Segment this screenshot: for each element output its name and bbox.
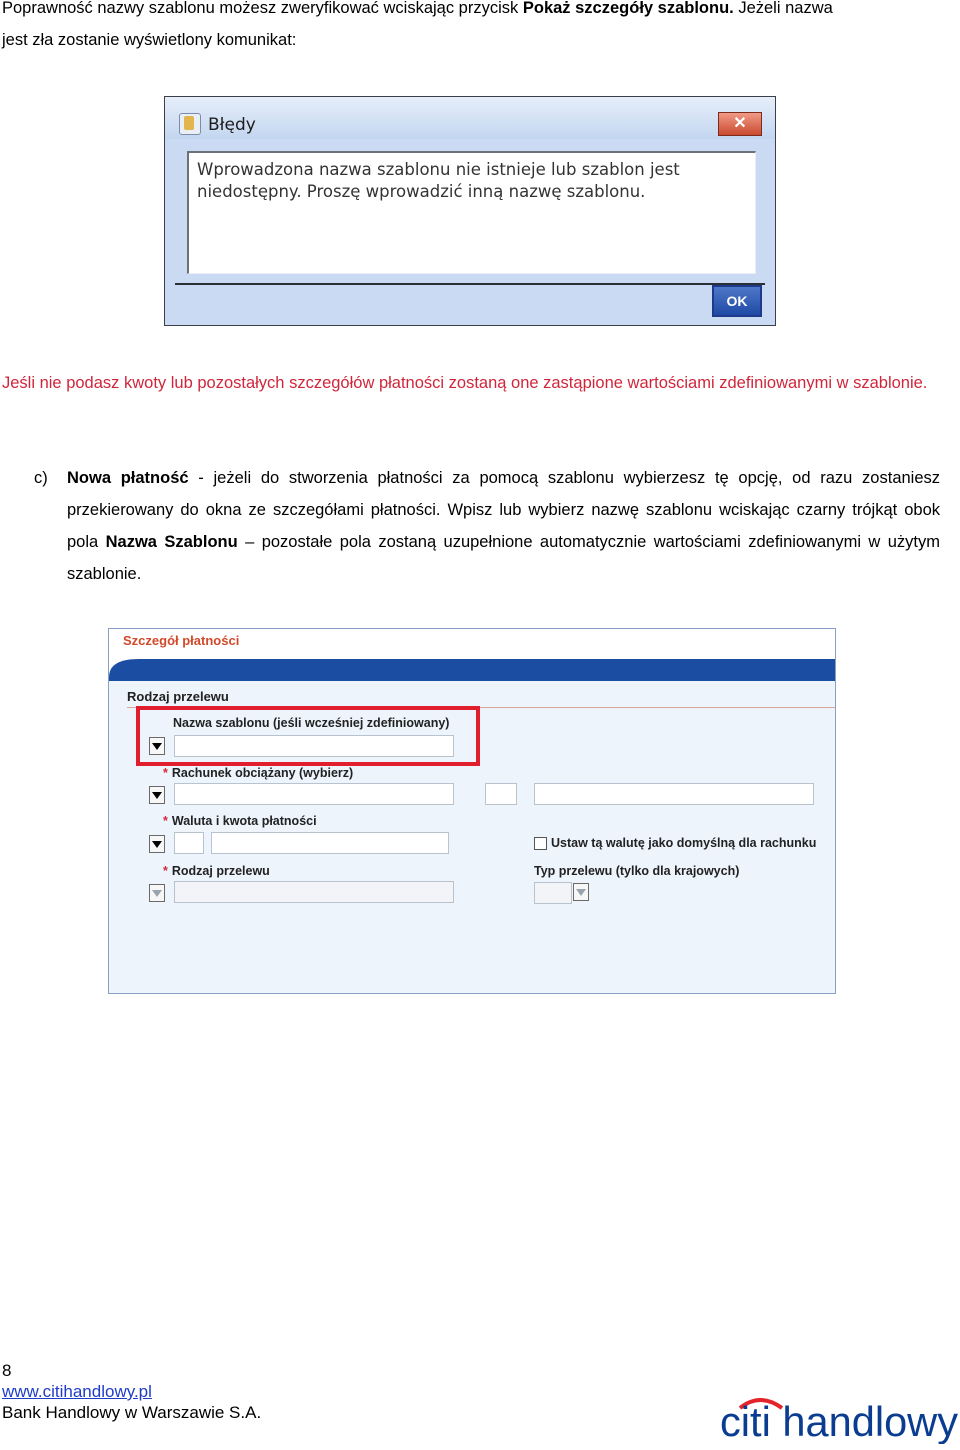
currency-label-text: Waluta i kwota płatności bbox=[171, 814, 317, 828]
ok-button[interactable]: OK bbox=[712, 285, 762, 317]
intro-text-end: Jeżeli nazwa bbox=[733, 0, 833, 17]
bank-name: Bank Handlowy w Warszawie S.A. bbox=[2, 1403, 262, 1422]
error-message: Wprowadzona nazwa szablonu nie istnieje lub szablon jest niedostępny. Proszę wprowadzić inną nazwę szablonu. bbox=[197, 160, 680, 201]
notice-text: Jeśli nie podasz kwoty lub pozostałych szczegółów płatności zostaną one zastąpione wartościami zdefiniowanymi w szablonie. bbox=[2, 374, 928, 392]
close-button[interactable]: ✕ bbox=[718, 112, 762, 136]
triangle-down-icon bbox=[152, 792, 162, 799]
message-area bbox=[187, 151, 756, 274]
payment-detail-form bbox=[108, 628, 836, 994]
default-currency-label: Ustaw tą walutę jako domyślną dla rachunku bbox=[551, 836, 817, 850]
transfer-kind-input[interactable] bbox=[534, 882, 572, 904]
logo-text: citi handlowy bbox=[720, 1398, 958, 1444]
dialog-title: Błędy bbox=[208, 115, 256, 135]
intro-paragraph bbox=[2, 0, 942, 56]
account-currency-field[interactable] bbox=[485, 783, 517, 805]
triangle-down-icon bbox=[152, 841, 162, 848]
intro-bold: Pokaż szczegóły szablonu. bbox=[522, 0, 734, 17]
citi-handlowy-logo bbox=[720, 1396, 960, 1444]
currency-label bbox=[163, 814, 317, 828]
dialog-divider bbox=[175, 283, 765, 285]
template-name-label: Nazwa szablonu (jeśli wcześniej zdefiniowany) bbox=[173, 716, 450, 730]
account-details-field[interactable] bbox=[534, 783, 814, 805]
item-body bbox=[67, 462, 940, 590]
item-text-2: – pozostałe pola zostaną uzupełnione automatycznie wartościami zdefiniowanymi w użytym szablonie. bbox=[67, 533, 940, 583]
dialog-titlebar bbox=[165, 97, 775, 139]
amount-input[interactable] bbox=[211, 832, 449, 854]
java-cup-icon bbox=[179, 113, 201, 135]
item-bold-new-payment: Nowa płatność bbox=[67, 469, 189, 487]
item-text-1: - jeżeli do stworzenia płatności za pomocą szablonu wybierzesz tę opcję, od razu zostaniesz przekierowany do okna ze szczegółami płatności. Wpisz lub wybierz nazwę szablonu wciskając czarny trójkąt obok pola bbox=[67, 469, 941, 551]
highlight-box bbox=[136, 706, 480, 766]
intro-text: Poprawność nazwy szablonu możesz zweryfikować wciskając przycisk bbox=[2, 0, 523, 17]
currency-input[interactable] bbox=[174, 832, 204, 854]
transfer-type-input[interactable] bbox=[174, 881, 454, 903]
default-currency-checkbox[interactable] bbox=[534, 837, 547, 850]
website-link[interactable]: www.citihandlowy.pl bbox=[2, 1382, 152, 1401]
transfer-type-dropdown[interactable] bbox=[149, 884, 165, 902]
triangle-down-icon bbox=[152, 890, 162, 897]
form-header: Szczegół płatności bbox=[123, 633, 240, 648]
account-label-text: Rachunek obciążany (wybierz) bbox=[171, 766, 354, 780]
error-dialog bbox=[164, 96, 776, 326]
account-input[interactable] bbox=[174, 783, 454, 805]
page-number: 8 bbox=[2, 1361, 12, 1380]
required-mark: * bbox=[163, 766, 168, 780]
header-curve bbox=[109, 655, 835, 681]
transfer-kind-dropdown[interactable] bbox=[573, 883, 589, 901]
account-label bbox=[163, 766, 353, 780]
item-marker: c) bbox=[34, 469, 48, 487]
intro-text-2: jest zła zostanie wyświetlony komunikat: bbox=[2, 31, 297, 49]
transfer-type-label-text: Rodzaj przelewu bbox=[171, 864, 270, 878]
transfer-type-label bbox=[163, 864, 270, 878]
account-dropdown[interactable] bbox=[149, 786, 165, 804]
required-mark: * bbox=[163, 864, 168, 878]
required-mark: * bbox=[163, 814, 168, 828]
item-bold-template-name: Nazwa Szablonu bbox=[105, 533, 238, 551]
section-title: Rodzaj przelewu bbox=[127, 689, 229, 704]
transfer-kind-label: Typ przelewu (tylko dla krajowych) bbox=[534, 864, 740, 878]
currency-dropdown[interactable] bbox=[149, 835, 165, 853]
triangle-down-icon bbox=[576, 889, 586, 896]
